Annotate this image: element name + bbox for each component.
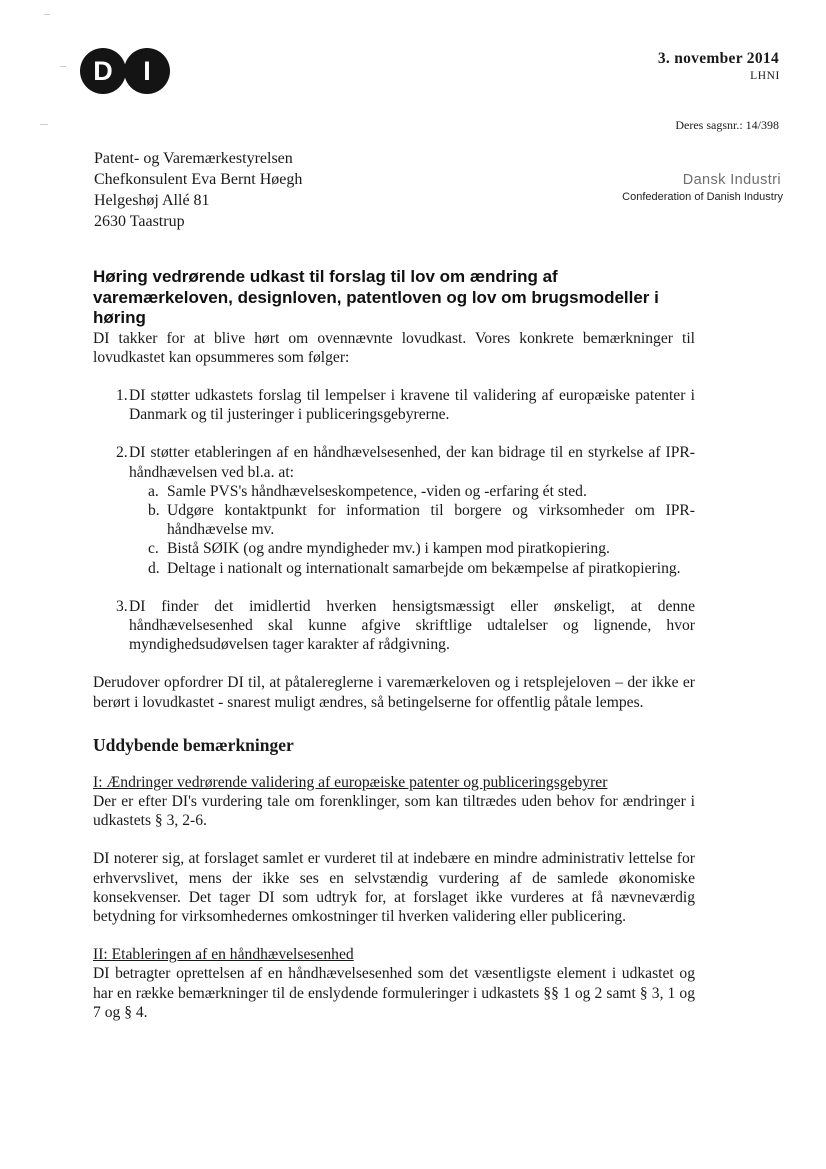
- list-item: [93, 386, 695, 424]
- list-item-number: 3.: [116, 597, 128, 615]
- organization-name-english: Confederation of Danish Industry: [622, 191, 783, 203]
- letter-heading: Høring vedrørende udkast til forslag til lov om ændring af varemærkeloven, designloven, patentloven og lov om brugsmodeller i høring: [93, 267, 659, 327]
- sub-item-letter: a.: [148, 482, 159, 500]
- sub-list-item: [93, 559, 695, 578]
- list-item-text: DI støtter udkastets forslag til lempelser i kravene til validering af europæiske patenter i Danmark og til justeringer i publiceringsgebyrerne.: [129, 386, 695, 424]
- sub-list: [93, 482, 695, 578]
- sub-list-item: [93, 501, 695, 539]
- author-initials: LHNI: [750, 70, 780, 82]
- subsection-title: II: Etableringen af en håndhævelsesenhed: [93, 946, 354, 964]
- letter-date: 3. november 2014: [657, 50, 779, 67]
- paragraph: DI betragter oprettelsen af en håndhævelsesenhed som det væsentligste element i udkastet og har en række bemærkninger til de enslydende formuleringer i udkastets §§ 1 og 2 samt § 3, 1 og 7 og § 4.: [93, 965, 695, 1021]
- list-item: [93, 597, 695, 655]
- logo-letter-d: D: [80, 48, 126, 94]
- di-logo: [80, 48, 172, 94]
- list-item-number: 1.: [116, 386, 128, 404]
- list-item-text: DI støtter etableringen af en håndhævelsesenhed, der kan bidrage til en styrkelse af IPR-håndhævelsen ved bl.a. at:: [129, 444, 695, 481]
- sub-item-letter: d.: [148, 559, 160, 577]
- recipient-line: Helgeshøj Allé 81: [94, 192, 210, 209]
- logo-letter-i: I: [124, 48, 170, 94]
- sub-item-text: Samle PVS's håndhævelseskompetence, -viden og -erfaring ét sted.: [167, 482, 587, 500]
- recipient-line: Chefkonsulent Eva Bernt Høegh: [94, 171, 303, 188]
- organization-name-danish: Dansk Industri: [682, 172, 781, 188]
- sub-item-text: Bistå SØIK (og andre myndigheder mv.) i kampen mod piratkopiering.: [167, 540, 610, 558]
- list-item-number: 2.: [116, 444, 128, 462]
- sub-item-letter: b.: [148, 501, 160, 519]
- paragraph: Der er efter DI's vurdering tale om forenklinger, som kan tiltrædes uden behov for ændringer i udkastets § 3, 2-6.: [93, 792, 695, 830]
- recipient-address: [94, 148, 302, 232]
- scan-mark: [44, 14, 50, 15]
- sub-item-text: Deltage i nationalt og internationalt samarbejde om bekæmpelse af piratkopiering.: [167, 559, 681, 577]
- sub-list-item: [93, 539, 695, 558]
- sub-item-text: Udgøre kontaktpunkt for information til borgere og virksomheder om IPR-håndhævelse mv.: [167, 501, 695, 539]
- sub-list-item: [93, 482, 695, 501]
- scan-mark: [40, 124, 48, 125]
- subsection-title: I: Ændringer vedrørende validering af europæiske patenter og publiceringsgebyrer: [93, 773, 608, 791]
- intro-paragraph: DI takker for at blive hørt om ovennævnte lovudkast. Vores konkrete bemærkninger til lovudkastet kan opsummeres som følger:: [93, 329, 695, 366]
- section-title: Uddybende bemærkninger: [93, 734, 294, 755]
- list-item-text: DI finder det imidlertid hverken hensigtsmæssigt eller ønskeligt, at denne håndhævelsesenhed skal kunne afgive skriftlige udtalelser og lignende, hvor myndighedsudøvelsen tager karakter af rådgivning.: [129, 597, 695, 654]
- paragraph-prosecution-rules: Derudover opfordrer DI til, at påtalereglerne i varemærkeloven og i retsplejeloven – der ikke er berørt i lovudkastet - snarest muligt ændres, så betingelserne for offentlig påtale lempes.: [93, 674, 695, 711]
- list-item: [93, 443, 695, 481]
- paragraph: DI noterer sig, at forslaget samlet er vurderet til at indebære en mindre administrativ lettelse for erhvervslivet, mens der ikke ses en selvstændig vurdering af de samlede økonomiske konsekvenser. Det tager DI som udtryk for, at forslaget ikke vurderes at få nævneværdig betydning for virksomhedernes omkostninger til hverken validering eller publicering.: [93, 850, 695, 925]
- case-number: Deres sagsnr.: 14/398: [675, 118, 779, 132]
- sub-item-letter: c.: [148, 540, 159, 558]
- recipient-line: Patent- og Varemærkestyrelsen: [94, 150, 293, 167]
- letter-body: [93, 267, 695, 1022]
- scan-mark: [60, 66, 66, 67]
- recipient-line: 2630 Taastrup: [94, 213, 185, 230]
